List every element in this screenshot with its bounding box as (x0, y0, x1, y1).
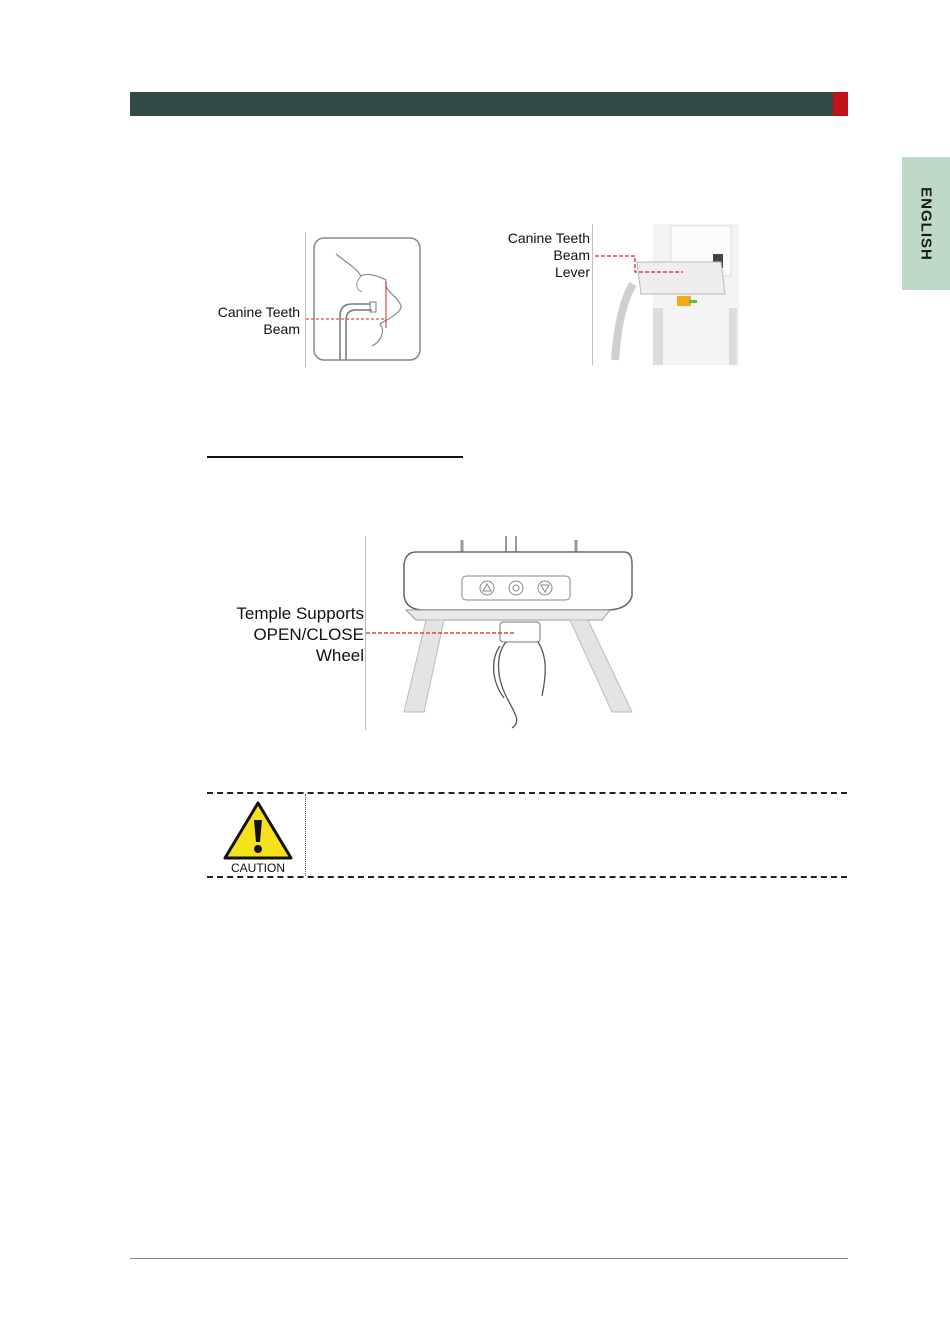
callout-line: Beam (263, 321, 300, 337)
language-tab-label: ENGLISH (917, 186, 935, 261)
mouth-illustration (306, 232, 426, 367)
callout-line: Canine Teeth (507, 230, 590, 246)
warning-triangle-icon (222, 800, 294, 862)
canine-beam-lever-callout (490, 230, 590, 281)
footer-rule (130, 1258, 848, 1259)
language-tab[interactable] (902, 157, 950, 290)
callout-line: Temple Supports (236, 604, 364, 623)
temple-supports-illustration (366, 536, 646, 730)
callout-line: Canine Teeth (217, 304, 300, 320)
section-header-bar (130, 92, 833, 116)
subsection-underline (207, 456, 463, 458)
section-header-accent (833, 92, 848, 116)
callout-line: Beam (553, 247, 590, 263)
temple-supports-callout (200, 603, 364, 666)
caution-label: CAUTION (231, 861, 285, 875)
canine-beam-callout-left (200, 304, 300, 338)
callout-line: OPEN/CLOSE (253, 625, 364, 644)
callout-line: Wheel (315, 646, 364, 665)
caution-box (207, 792, 847, 878)
callout-line: Lever (554, 264, 590, 280)
device-photo (593, 224, 741, 365)
caution-separator (305, 794, 306, 876)
